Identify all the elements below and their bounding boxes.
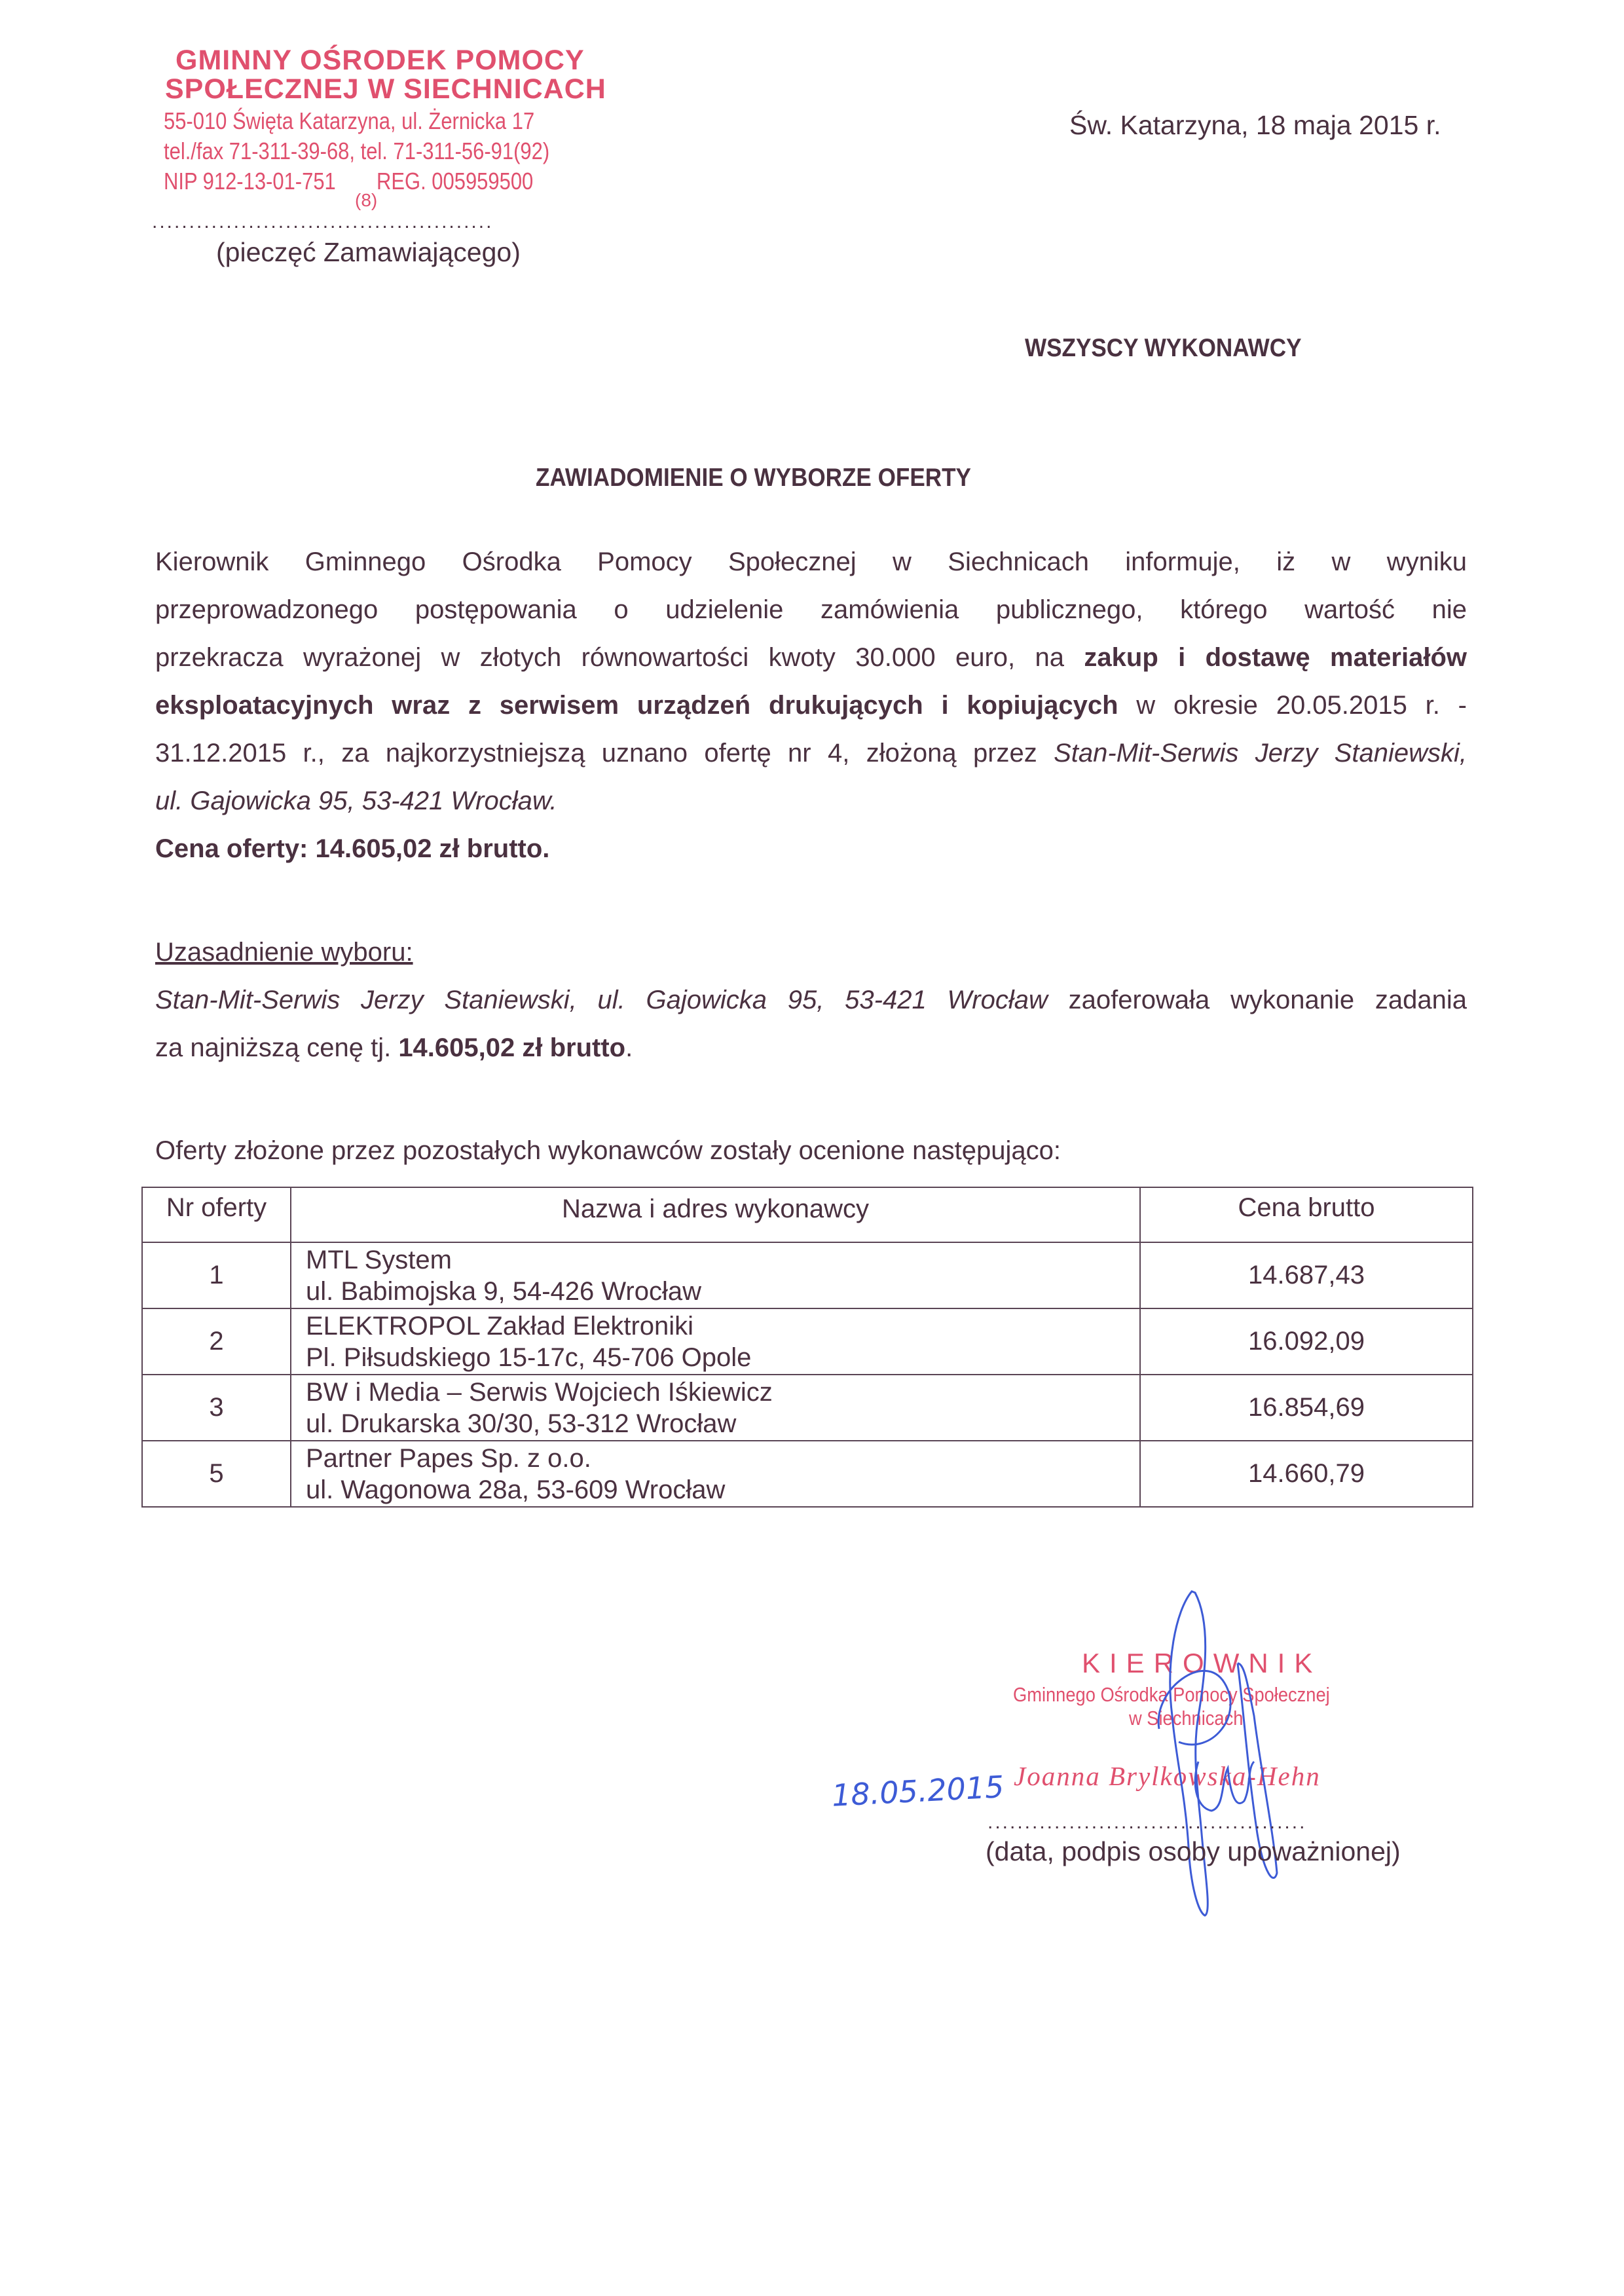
header-gross-price: Cena brutto xyxy=(1140,1187,1473,1242)
gross-price: 16.854,69 xyxy=(1140,1375,1473,1441)
period-text: w okresie 20.05.2015 r. - xyxy=(1118,691,1467,720)
contractor xyxy=(291,1375,1140,1441)
gross-price: 16.092,09 xyxy=(1140,1308,1473,1375)
table-header-row xyxy=(142,1187,1473,1242)
signature-caption: (data, podpis osoby upoważnionej) xyxy=(986,1836,1401,1866)
contractor-name: Partner Papes Sp. z o.o. xyxy=(306,1443,591,1473)
justification-text: zaoferowała wykonanie zadania xyxy=(1047,986,1467,1014)
contractor-address: Pl. Piłsudskiego 15-17c, 45-706 Opole xyxy=(306,1342,752,1372)
justification-line-2 xyxy=(155,1024,1467,1072)
contractor-address: ul. Babimojska 9, 54-426 Wrocław xyxy=(306,1276,701,1306)
justification-line-1 xyxy=(155,976,1467,1024)
body-line-1: Kierownik Gminnego Ośrodka Pomocy Społecznej w Siechnicach informuje, iż w wyniku xyxy=(155,547,1467,576)
body-line-4 xyxy=(155,682,1467,730)
header-offer-number: Nr oferty xyxy=(142,1187,291,1242)
signature-name: Joanna Brylkowska-Hehn xyxy=(1014,1761,1321,1791)
signature-title: KIEROWNIK xyxy=(1082,1648,1322,1678)
offer-price: Cena oferty: 14.605,02 zł brutto. xyxy=(155,834,550,863)
stamp-line-1: GMINNY OŚRODEK POMOCY xyxy=(175,45,585,76)
contractor xyxy=(291,1308,1140,1375)
body-line-3 xyxy=(155,634,1467,682)
offers-table xyxy=(141,1187,1473,1508)
stamp-line-2: SPOŁECZNEJ W SIECHNICACH xyxy=(165,73,606,105)
gross-price: 14.687,43 xyxy=(1140,1242,1473,1308)
body-line-5 xyxy=(155,730,1467,777)
contractor-address: ul. Drukarska 30/30, 53-312 Wrocław xyxy=(306,1409,737,1438)
winner-address: ul. Gajowicka 95, 53-421 Wrocław. xyxy=(155,787,557,815)
stamp-number: (8) xyxy=(355,190,378,210)
justification-price: 14.605,02 zł brutto xyxy=(398,1033,626,1062)
date-place: Św. Katarzyna, 18 maja 2015 r. xyxy=(1069,110,1441,140)
offer-number: 3 xyxy=(142,1375,291,1441)
handwritten-date: 18.05.2015 xyxy=(830,1769,1005,1813)
others-intro: Oferty złożone przez pozostałych wykonawców zostały ocenione następująco: xyxy=(155,1136,1061,1165)
offer-number: 5 xyxy=(142,1441,291,1507)
contractor-name: ELEKTROPOL Zakład Elektroniki xyxy=(306,1311,694,1341)
stamp-dotted-line: .............................................. xyxy=(152,211,494,232)
signature-dotted-line: ........................................... xyxy=(987,1811,1307,1833)
addressee: WSZYSCY WYKONAWCY xyxy=(1025,334,1302,362)
header-contractor: Nazwa i adres wykonawcy xyxy=(291,1187,1140,1242)
offer-number: 1 xyxy=(142,1242,291,1308)
gross-price: 14.660,79 xyxy=(1140,1441,1473,1507)
subject-bold-2: eksploatacyjnych wraz z serwisem urządzeń drukujących i kopiujących xyxy=(155,691,1118,720)
stamp-nip: NIP 912-13-01-751 xyxy=(164,168,336,194)
justification-heading: Uzasadnienie wyboru: xyxy=(155,938,413,967)
contractor xyxy=(291,1242,1140,1308)
offer-number: 2 xyxy=(142,1308,291,1375)
stamp-reg: REG. 005959500 xyxy=(377,168,534,194)
contractor-address: ul. Wagonowa 28a, 53-609 Wrocław xyxy=(306,1475,726,1504)
stamp-caption: (pieczęć Zamawiającego) xyxy=(216,237,521,267)
justification-price-label: za najniższą cenę tj. xyxy=(155,1033,399,1062)
contractor-name: MTL System xyxy=(306,1245,452,1274)
table-row xyxy=(142,1375,1473,1441)
page-title: ZAWIADOMIENIE O WYBORZE OFERTY xyxy=(536,464,971,492)
body-line-5-text: 31.12.2015 r., za najkorzystniejszą uznano ofertę nr 4, złożoną przez xyxy=(155,739,1054,768)
body-line-3-text: przekracza wyrażonej w złotych równowartości kwoty 30.000 euro, na xyxy=(155,643,1084,672)
subject-bold-1: zakup i dostawę materiałów xyxy=(1084,643,1467,672)
contractor xyxy=(291,1441,1140,1507)
stamp-address: 55-010 Święta Katarzyna, ul. Żernicka 17 xyxy=(164,107,535,134)
table-row xyxy=(142,1308,1473,1375)
winner-name: Stan-Mit-Serwis Jerzy Staniewski, xyxy=(1054,739,1467,768)
justification-winner: Stan-Mit-Serwis Jerzy Staniewski, ul. Gajowicka 95, 53-421 Wrocław xyxy=(155,986,1048,1014)
body-line-2: przeprowadzonego postępowania o udzielenie zamówienia publicznego, którego wartość nie xyxy=(155,595,1467,624)
contractor-name: BW i Media – Serwis Wojciech Iśkiewicz xyxy=(306,1377,773,1407)
signature-org-line-2: w Siechnicach xyxy=(1129,1707,1244,1730)
body-paragraph xyxy=(155,538,1467,873)
handwritten-signature-icon xyxy=(1113,1585,1310,1925)
justification-section xyxy=(155,929,1467,1072)
justification-period: . xyxy=(625,1033,633,1062)
signature-org-line-1: Gminnego Ośrodka Pomocy Społecznej xyxy=(1013,1683,1330,1706)
table-row xyxy=(142,1242,1473,1308)
table-row xyxy=(142,1441,1473,1507)
stamp-phones: tel./fax 71-311-39-68, tel. 71-311-56-91(92) xyxy=(164,138,550,164)
